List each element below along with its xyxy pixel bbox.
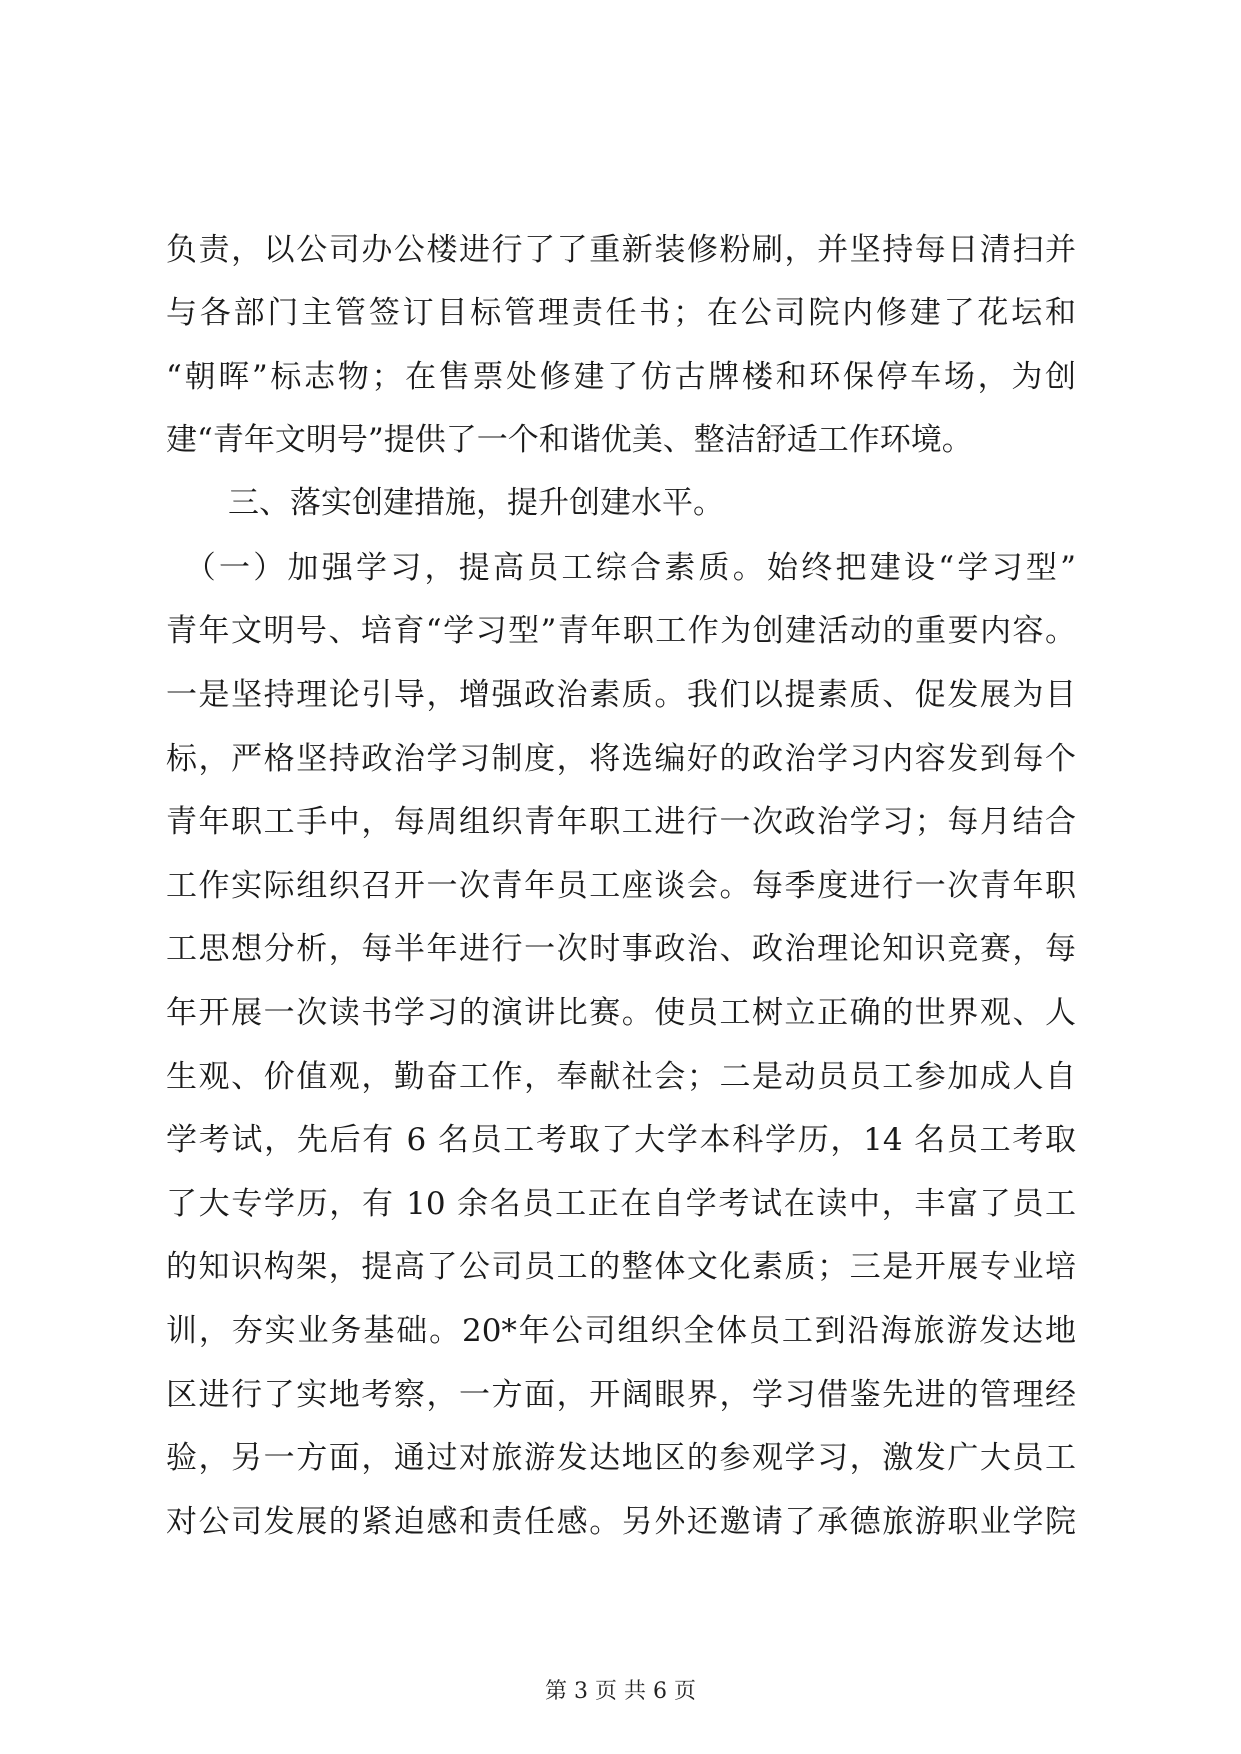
page-footer: 第 3 页 共 6 页 xyxy=(545,1679,696,1704)
body-line: 青年职工手中，每周组织青年职工进行一次政治学习；每月结合 xyxy=(166,804,1076,840)
body-line: 年开展一次读书学习的演讲比赛。使员工树立正确的世界观、人 xyxy=(166,995,1076,1031)
body-line: 生观、价值观，勤奋工作，奉献社会；二是动员员工参加成人自 xyxy=(166,1059,1076,1095)
body-line: “朝晖”标志物；在售票处修建了仿古牌楼和环保停车场，为创 xyxy=(166,359,1076,395)
body-line: 一是坚持理论引导，增强政治素质。我们以提素质、促发展为目 xyxy=(166,677,1076,713)
body-line: 青年文明号、培育“学习型”青年职工作为创建活动的重要内容。 xyxy=(166,613,1076,649)
body-line: （一）加强学习，提高员工综合素质。始终把建设“学习型” xyxy=(166,550,1076,586)
body-line: 工作实际组织召开一次青年员工座谈会。每季度进行一次青年职 xyxy=(166,868,1076,904)
body-line: 对公司发展的紧迫感和责任感。另外还邀请了承德旅游职业学院 xyxy=(166,1504,1076,1540)
body-line: 了大专学历，有 10 余名员工正在自学考试在读中，丰富了员工 xyxy=(166,1186,1076,1222)
body-line: 与各部门主管签订目标管理责任书；在公司院内修建了花坛和 xyxy=(166,295,1076,331)
body-line: 验，另一方面，通过对旅游发达地区的参观学习，激发广大员工 xyxy=(166,1440,1076,1476)
body-line: 工思想分析，每半年进行一次时事政治、政治理论知识竞赛，每 xyxy=(166,931,1076,967)
body-line: 学考试，先后有 6 名员工考取了大学本科学历，14 名员工考取 xyxy=(166,1122,1076,1158)
section-heading: 三、落实创建措施，提升创建水平。 xyxy=(166,485,724,521)
body-line: 负责，以公司办公楼进行了了重新装修粉刷，并坚持每日清扫并 xyxy=(166,232,1076,268)
body-line: 的知识构架，提高了公司员工的整体文化素质；三是开展专业培 xyxy=(166,1249,1076,1285)
body-line: 训，夯实业务基础。20*年公司组织全体员工到沿海旅游发达地 xyxy=(166,1313,1076,1349)
body-line: 标，严格坚持政治学习制度，将选编好的政治学习内容发到每个 xyxy=(166,741,1076,777)
body-line: 区进行了实地考察，一方面，开阔眼界，学习借鉴先进的管理经 xyxy=(166,1377,1076,1413)
body-line: 建“青年文明号”提供了一个和谐优美、整洁舒适工作环境。 xyxy=(166,422,973,458)
